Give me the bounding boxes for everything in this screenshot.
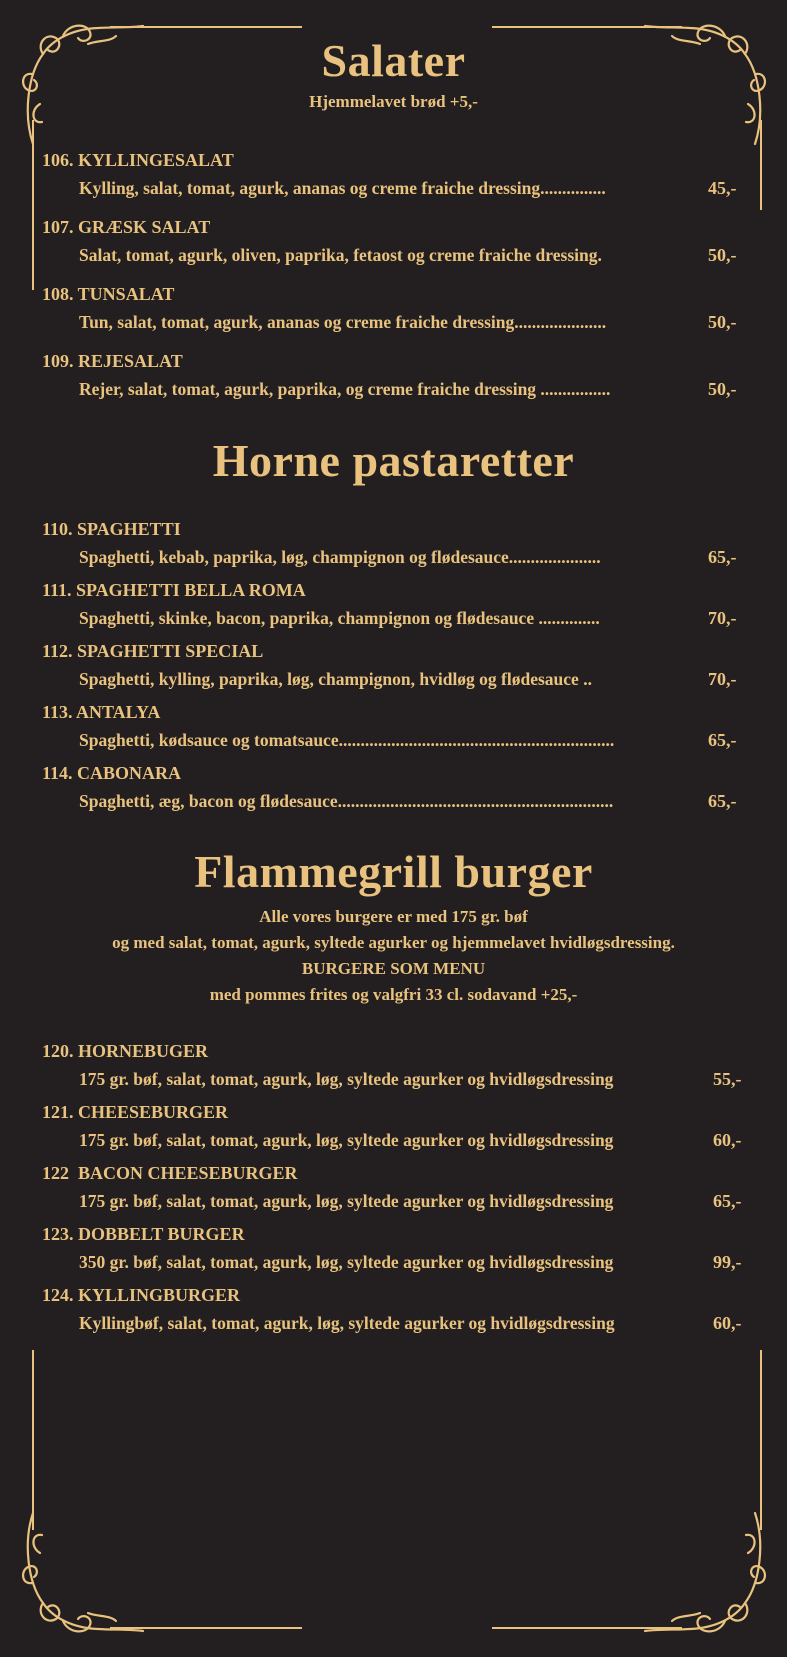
item-price: 45,- [708, 178, 737, 198]
item-description: Kyllingbøf, salat, tomat, agurk, løg, syltede agurker og hvidløgsdressing [79, 1313, 615, 1333]
ornament-bottom-right-icon [640, 1493, 770, 1643]
item-title: 109. REJESALAT [42, 351, 183, 371]
item-price: 60,- [713, 1313, 742, 1333]
item-price: 50,- [708, 379, 737, 399]
item-description: Spaghetti, skinke, bacon, paprika, champignon og flødesauce .............. [79, 608, 600, 628]
item-description: Spaghetti, kødsauce og tomatsauce............................................................... [79, 730, 615, 750]
burger-info-line-4: med pommes frites og valgfri 33 cl. sodavand +25,- [209, 985, 578, 1004]
item-price: 65,- [708, 791, 737, 811]
item-price: 65,- [708, 730, 737, 750]
item-price: 70,- [708, 608, 737, 628]
item-title: 111. SPAGHETTI BELLA ROMA [42, 580, 306, 600]
item-description: Spaghetti, æg, bacon og flødesauce............................................................... [79, 791, 614, 811]
item-description: 175 gr. bøf, salat, tomat, agurk, løg, syltede agurker og hvidløgsdressing [79, 1130, 614, 1150]
item-description: Rejer, salat, tomat, agurk, paprika, og creme fraiche dressing ................ [79, 379, 611, 399]
item-price: 60,- [713, 1130, 742, 1150]
item-price: 55,- [713, 1069, 742, 1089]
item-description: Spaghetti, kylling, paprika, løg, champignon, hvidløg og flødesauce .. [79, 669, 592, 689]
item-title: 112. SPAGHETTI SPECIAL [42, 641, 264, 661]
item-title: 110. SPAGHETTI [42, 519, 181, 539]
item-description: Tun, salat, tomat, agurk, ananas og creme fraiche dressing..................... [79, 312, 607, 332]
burger-info-line-2: og med salat, tomat, agurk, syltede agurker og hjemmelavet hvidløgsdressing. [112, 933, 675, 952]
item-title: 108. TUNSALAT [42, 284, 175, 304]
item-title: 121. CHEESEBURGER [42, 1102, 229, 1122]
section-title-burger: Flammegrill burger [194, 846, 593, 897]
item-price: 99,- [713, 1252, 742, 1272]
item-price: 70,- [708, 669, 737, 689]
item-title: 120. HORNEBUGER [42, 1041, 209, 1061]
section-title-pasta: Horne pastaretter [212, 435, 575, 486]
section-subtitle-salater: Hjemmelavet brød +5,- [309, 92, 478, 111]
item-title: 106. KYLLINGESALAT [42, 150, 234, 170]
item-title: 114. CABONARA [42, 763, 182, 783]
item-title: 123. DOBBELT BURGER [42, 1224, 245, 1244]
item-price: 50,- [708, 245, 737, 265]
item-description: 175 gr. bøf, salat, tomat, agurk, løg, syltede agurker og hvidløgsdressing [79, 1069, 614, 1089]
item-title: 122 BACON CHEESEBURGER [42, 1163, 298, 1183]
item-title: 124. KYLLINGBURGER [42, 1285, 241, 1305]
item-title: 113. ANTALYA [42, 702, 161, 722]
item-description: 175 gr. bøf, salat, tomat, agurk, løg, syltede agurker og hvidløgsdressing [79, 1191, 614, 1211]
item-title: 107. GRÆSK SALAT [42, 217, 211, 237]
burger-info-line-1: Alle vores burgere er med 175 gr. bøf [259, 907, 528, 926]
burger-info-line-3: BURGERE SOM MENU [301, 959, 486, 978]
item-description: Spaghetti, kebab, paprika, løg, champignon og flødesauce..................... [79, 547, 601, 567]
item-price: 50,- [708, 312, 737, 332]
ornament-bottom-left-icon [18, 1493, 148, 1643]
item-description: Kylling, salat, tomat, agurk, ananas og creme fraiche dressing............... [79, 178, 606, 198]
section-title-salater: Salater [321, 35, 466, 86]
item-description: 350 gr. bøf, salat, tomat, agurk, løg, syltede agurker og hvidløgsdressing [79, 1252, 614, 1272]
item-description: Salat, tomat, agurk, oliven, paprika, fetaost og creme fraiche dressing. [79, 245, 602, 265]
item-price: 65,- [713, 1191, 742, 1211]
item-price: 65,- [708, 547, 737, 567]
